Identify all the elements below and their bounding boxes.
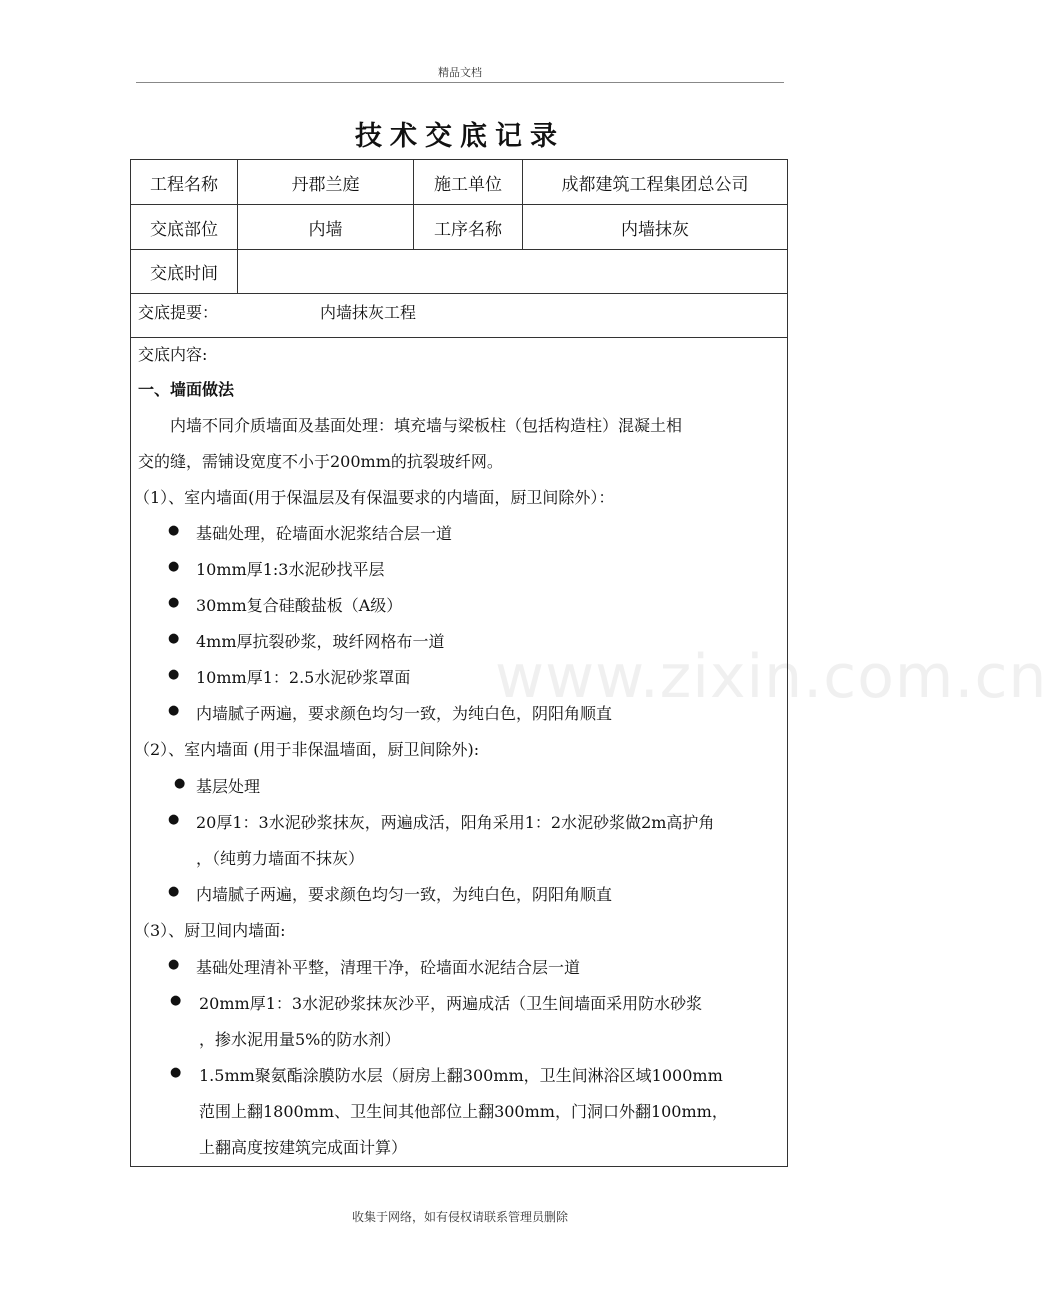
time-label: 交底时间: [150, 264, 218, 284]
process-label: 工序名称: [434, 219, 502, 240]
list-item: 20mm厚1：3水泥砂浆抹灰沙平，两遍成活（卫生间墙面采用防水砂浆: [199, 994, 703, 1013]
list-item: 基础处理清补平整，清理干净，砼墙面水泥结合层一道: [196, 958, 581, 977]
contractor-value: 成都建筑工程集团总公司: [561, 174, 749, 195]
project-name-value: 丹郡兰庭: [291, 174, 360, 195]
list-item: 内墙腻子两遍，要求颜色均匀一致，为纯白色，阴阳角顺直: [196, 885, 613, 904]
document-header-label: 精品文档: [438, 66, 482, 79]
subsection-2-heading: （2）、室内墙面 (用于非保温墙面，厨卫间除外):: [134, 740, 480, 759]
bullet-icon: ●: [168, 667, 180, 682]
list-item: 基层处理: [196, 777, 261, 796]
contractor-label: 施工单位: [434, 174, 502, 195]
bullet-icon: ●: [170, 993, 182, 1008]
list-item-continuation: 范围上翻1800mm、卫生间其他部位上翻300mm，门洞口外翻100mm，: [199, 1102, 728, 1121]
intro-line-1: 内墙不同介质墙面及基面处理：填充墙与梁板柱（包括构造柱）混凝土相: [170, 416, 683, 435]
bullet-icon: ●: [168, 523, 180, 538]
summary-label: 交底提要：: [138, 303, 219, 322]
list-item: 内墙腻子两遍，要求颜色均匀一致，为纯白色，阴阳角顺直: [196, 704, 613, 723]
list-item: 4mm厚抗裂砂浆，玻纤网格布一道: [196, 632, 445, 651]
bullet-icon: ●: [170, 1065, 182, 1080]
watermark: www.zixin.com.cn: [495, 642, 1047, 712]
table-divider: [130, 337, 788, 338]
summary-value: 内墙抹灰工程: [320, 303, 417, 322]
record-table: [130, 159, 788, 1167]
list-item-continuation: 上翻高度按建筑完成面计算）: [199, 1138, 408, 1157]
project-name-label: 工程名称: [150, 174, 218, 195]
list-item: 20厚1：3水泥砂浆抹灰，两遍成活，阳角采用1：2水泥砂浆做2m高护角: [196, 813, 715, 832]
subsection-3-heading: （3）、厨卫间内墙面:: [134, 921, 286, 940]
bullet-icon: ●: [168, 812, 180, 827]
list-item: 30mm复合硅酸盐板（A级）: [196, 596, 403, 615]
list-item: 10mm厚1：2.5水泥砂浆罩面: [196, 668, 411, 687]
list-item: 基础处理，砼墙面水泥浆结合层一道: [196, 524, 453, 543]
list-item: 10mm厚1:3水泥砂找平层: [196, 560, 385, 579]
bullet-icon: ●: [168, 957, 180, 972]
section-heading-wall-methods: 一、墙面做法: [138, 380, 235, 399]
bullet-icon: ●: [168, 559, 180, 574]
location-label: 交底部位: [150, 219, 218, 240]
intro-line-2: 交的缝，需铺设宽度不小于200mm的抗裂玻纤网。: [138, 452, 503, 471]
process-value: 内墙抹灰: [621, 219, 689, 240]
list-item: 1.5mm聚氨酯涂膜防水层（厨房上翻300mm，卫生间淋浴区域1000mm: [199, 1066, 723, 1085]
subsection-1-heading: （1）、室内墙面(用于保温层及有保温要求的内墙面，厨卫间除外）：: [134, 488, 615, 507]
location-value: 内墙: [308, 219, 343, 240]
document-title: 技术交底记录: [355, 121, 565, 152]
content-label: 交底内容:: [138, 345, 208, 364]
bullet-icon: ●: [168, 595, 180, 610]
list-item-continuation: ，掺水泥用量5%的防水剂）: [199, 1030, 401, 1049]
bullet-icon: ●: [168, 884, 180, 899]
bullet-icon: ●: [174, 776, 186, 791]
bullet-icon: ●: [168, 631, 180, 646]
header-divider: [136, 82, 784, 83]
time-value: [238, 250, 787, 293]
document-footer: 收集于网络，如有侵权请联系管理员删除: [351, 1210, 568, 1224]
table-divider: [130, 293, 788, 294]
bullet-icon: ●: [168, 703, 180, 718]
list-item-continuation: ，（纯剪力墙面不抹灰）: [196, 849, 365, 868]
